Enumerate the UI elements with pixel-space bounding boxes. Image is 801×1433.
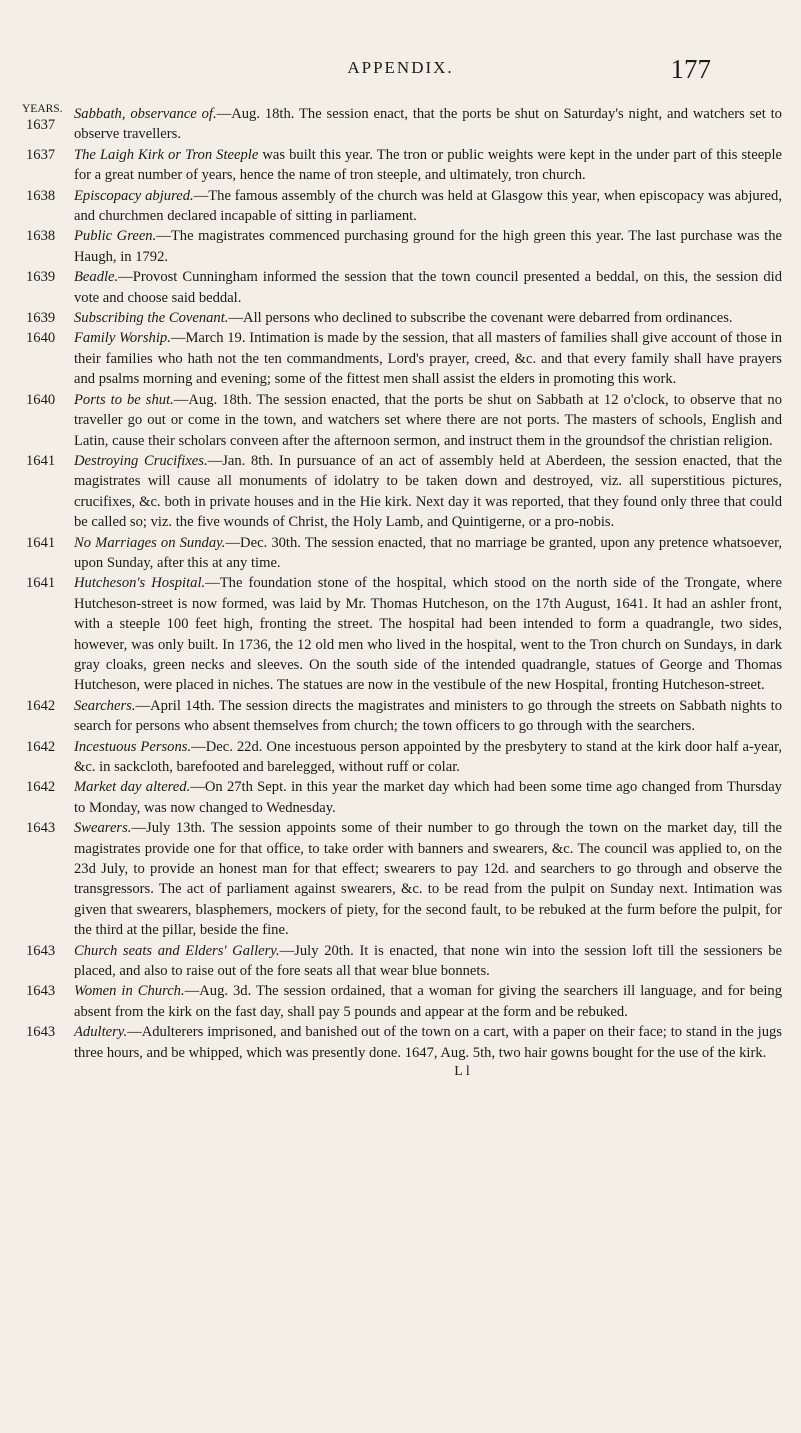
entry-heading: Incestuous Persons. bbox=[74, 738, 192, 755]
entry-body: —The famous assembly of the church was held at Glasgow this year, when episcopacy was abjured, and churchmen declared incapable of sitting in parliament. bbox=[74, 187, 782, 225]
chronicle-entry bbox=[22, 941, 782, 982]
entry-year: 1643 bbox=[26, 1024, 56, 1041]
entry-body: —March 19. Intimation is made by the session, that all masters of families shall give account of those in their families who hath not the ten commandments, Lord's prayer, creed, &c. and that every family shall have prayers and psalms morning and evening; some of the fittest men shall assist the elders in promoting this work. bbox=[74, 330, 782, 388]
chronicle-entry bbox=[22, 226, 782, 267]
entry-text bbox=[74, 981, 782, 1022]
entry-year: 1640 bbox=[26, 391, 56, 408]
entry-body: —Adulterers imprisoned, and banished out of the town on a cart, with a paper on their face; to stand in the jugs three hours, and be whipped, which was presently done. 1647, Aug. 5th, two hair gowns bought for the use of the kirk. bbox=[74, 1024, 782, 1061]
entry-heading: Searchers. bbox=[74, 697, 136, 714]
entry-year: 1642 bbox=[26, 697, 56, 714]
entry-year: 1643 bbox=[26, 820, 56, 837]
entry-text bbox=[74, 1022, 782, 1063]
entry-text bbox=[74, 696, 782, 737]
entry-text bbox=[74, 533, 782, 574]
entry-heading: Destroying Crucifixes. bbox=[74, 452, 208, 469]
chronicle-entry bbox=[22, 696, 782, 737]
entry-year: 1641 bbox=[26, 452, 56, 469]
chronicle-entry bbox=[22, 145, 782, 186]
entry-heading: Episcopacy abjured. bbox=[74, 187, 194, 204]
entry-body: was built this year. The tron or public weights were kept in the under part of this steeple for a great number of years, hence the name of tron steeple, and ultimately, tron church. bbox=[74, 146, 783, 184]
years-column-label: YEARS. bbox=[22, 103, 63, 115]
chronicle-entry bbox=[22, 818, 782, 940]
chronicle-entry bbox=[22, 308, 782, 328]
entry-heading: The Laigh Kirk or Tron Steeple bbox=[74, 146, 259, 163]
entry-year: 1643 bbox=[26, 983, 56, 1000]
entry-text bbox=[74, 267, 782, 308]
chronicle-entries bbox=[22, 104, 782, 1081]
entry-year: 1641 bbox=[26, 534, 56, 551]
entry-text bbox=[74, 226, 782, 267]
entry-body: —July 13th. The session appoints some of their number to go through the town on the market day, till the magistrates provide one for that office, to take order with banners and swearers, &c. The council was applied to, on the 23d July, to provide an honest man for that effect; swearers to pay 12d. and searchers to go through and observe the transgressors. The act of parliament against swearers, &c. to be read from the pulpit on Sunday next. Intimation was given that swearers, blasphemers, mockers of piety, for the second fault, to be rebuked at the furm before the pulpit, for the third at the pillar, beside the fine. bbox=[74, 820, 782, 939]
entry-text bbox=[74, 737, 782, 778]
entry-year: 1638 bbox=[26, 228, 56, 245]
entry-heading: Beadle. bbox=[74, 269, 119, 286]
entry-body: —On 27th Sept. in this year the market day which had been some time ago changed from Thursday to Monday, was now changed to Wednesday. bbox=[74, 779, 782, 816]
entry-heading: Family Worship. bbox=[74, 330, 171, 347]
entry-heading: Public Green. bbox=[74, 228, 157, 245]
entry-text bbox=[74, 186, 782, 227]
entry-heading: Subscribing the Covenant. bbox=[74, 310, 229, 327]
entry-body: —All persons who declined to subscribe the covenant were debarred from ordinances. bbox=[228, 310, 733, 327]
chronicle-entry bbox=[22, 104, 782, 145]
chronicle-entry bbox=[22, 328, 782, 389]
chronicle-entry bbox=[22, 390, 782, 451]
entry-text bbox=[74, 451, 782, 533]
entry-year: 1642 bbox=[26, 779, 56, 796]
entry-text bbox=[74, 573, 782, 695]
entry-heading: Church seats and Elders' Gallery. bbox=[74, 942, 280, 959]
entry-text bbox=[74, 104, 782, 145]
entry-text bbox=[74, 941, 782, 982]
entry-body: —Aug. 18th. The session enact, that the ports be shut on Saturday's night, and watchers set to observe travellers. bbox=[74, 106, 782, 143]
entry-heading: Sabbath, observance of. bbox=[74, 106, 217, 122]
page-number: 177 bbox=[670, 54, 711, 84]
entry-year: 1640 bbox=[26, 330, 56, 347]
entry-year: 1639 bbox=[26, 310, 56, 327]
entry-text bbox=[74, 328, 782, 389]
entry-text bbox=[74, 390, 782, 451]
chronicle-entry bbox=[22, 267, 782, 308]
entry-heading: Ports to be shut. bbox=[74, 391, 174, 408]
entry-year: 1641 bbox=[26, 575, 56, 592]
entry-body: —Dec. 22d. One incestuous person appointed by the presbytery to stand at the kirk door half a-year, &c. in sackcloth, barefooted and barelegged, without ruff or colar. bbox=[74, 738, 782, 775]
entry-year: 1638 bbox=[26, 187, 56, 204]
entry-year: 1642 bbox=[26, 738, 56, 755]
entry-text bbox=[74, 308, 782, 328]
entry-body: —Jan. 8th. In pursuance of an act of assembly held at Aberdeen, the session enacted, that the magistrates will cause all monuments of idolatry to be taken down and destroyed, viz. all superstitious pictures, crucifixes, &c. both in private houses and in the Hie kirk. Next day it was reported, that they found only three that could be called so; viz. the five wounds of Christ, the Holy Lamb, and Quintigerne, or a pro-nobis. bbox=[74, 452, 782, 531]
chronicle-entry bbox=[22, 186, 782, 227]
entry-body: —Aug. 3d. The session ordained, that a woman for giving the searchers ill language, and for being absent from the kirk on the fast day, shall pay 5 pounds and appear at the form and be rebuked. bbox=[74, 983, 782, 1020]
running-title: APPENDIX. bbox=[347, 58, 454, 77]
entry-heading: Hutcheson's Hospital. bbox=[74, 575, 206, 592]
entry-heading: No Marriages on Sunday. bbox=[74, 534, 226, 551]
chronicle-entry bbox=[22, 981, 782, 1022]
chronicle-entry bbox=[22, 777, 782, 818]
entry-text bbox=[74, 777, 782, 818]
entry-body: —Aug. 18th. The session enacted, that the ports be shut on Sabbath at 12 o'clock, to observe that no traveller go out or come in the town, and watchers set where there are not ports. The masters of schools, English and Latin, cause their scholars conveen after the afternoon sermon, and instruct them in the groundsof the christian religion. bbox=[74, 391, 782, 449]
entry-year: 1637 bbox=[26, 117, 56, 133]
entry-body: —July 20th. It is enacted, that none win into the session loft till the sessioners be placed, and also to raise out of the fore seats all that wear blue bonnets. bbox=[74, 942, 782, 980]
chronicle-entry bbox=[22, 1022, 782, 1063]
entry-body: —Provost Cunningham informed the session that the town council presented a beddal, on this, the session did vote and choose said beddal. bbox=[74, 269, 782, 306]
entry-body: —The magistrates commenced purchasing ground for the high green this year. The last purchase was the Haugh, in 1792. bbox=[74, 228, 782, 265]
page-header bbox=[0, 54, 801, 84]
entry-year: 1643 bbox=[26, 942, 56, 959]
entry-year: 1639 bbox=[26, 269, 56, 286]
entry-heading: Adultery. bbox=[74, 1024, 128, 1041]
entry-year: 1637 bbox=[26, 146, 56, 163]
chronicle-entry bbox=[22, 573, 782, 695]
entry-body: —Dec. 30th. The session enacted, that no marriage be granted, upon any pretence whatsoever, upon Sunday, after this at any time. bbox=[74, 534, 783, 571]
entry-body: —April 14th. The session directs the magistrates and ministers to go through the streets on Sabbath nights to search for persons who absent themselves from church; the town officers to go through with the searchers. bbox=[74, 697, 782, 735]
entry-body: —The foundation stone of the hospital, which stood on the north side of the Trongate, where Hutcheson-street is now formed, was laid by Mr. Thomas Hutcheson, on the 17th August, 1641. It had an ashler front, with a steeple 100 feet high, fronting the street. The hospital had been intended to form a quadrangle, two sides, however, was only built. In 1736, the 12 old men who lived in the hospital, went to the Tron church on Sundays, in dark gray cloaks, green necks and sleeves. On the south side of the intended quadrangle, statues of George and Thomas Hutcheson, were placed in niches. The statues are now in the vestibule of the new Hospital, fronting Hutcheson-street. bbox=[74, 575, 782, 694]
entry-text bbox=[74, 818, 782, 940]
signature-mark: L l bbox=[454, 1064, 470, 1080]
entry-heading: Women in Church. bbox=[74, 983, 185, 1000]
chronicle-entry bbox=[22, 533, 782, 574]
entry-text bbox=[74, 145, 782, 186]
entry-heading: Market day altered. bbox=[74, 779, 191, 796]
chronicle-entry bbox=[22, 451, 782, 533]
chronicle-entry bbox=[22, 737, 782, 778]
entry-heading: Swearers. bbox=[74, 820, 132, 837]
